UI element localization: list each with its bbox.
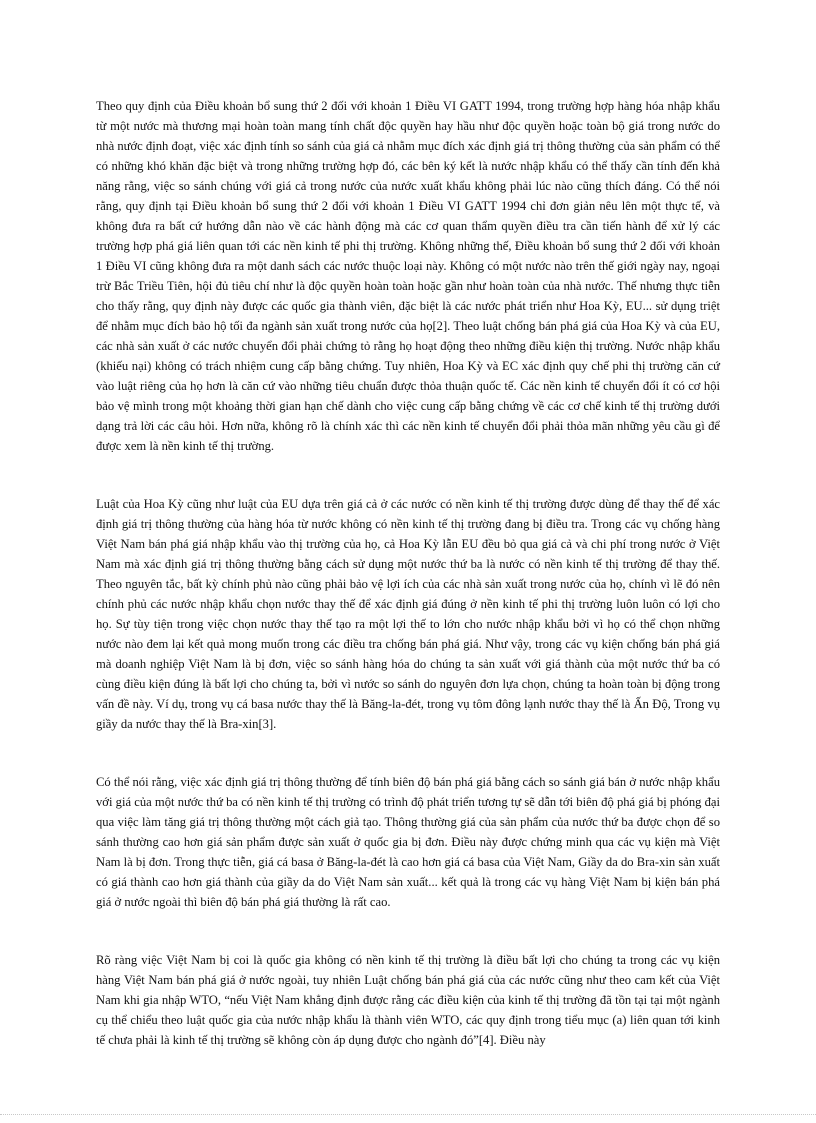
paragraph-vietnam-status: Rõ ràng việc Việt Nam bị coi là quốc gia không có nền kinh tế thị trường là điều bất lợi cho chúng ta trong các vụ kiện hàng Việt Nam bán phá giá ở nước ngoài, tuy nhiên Luật chống bán phá giá của các nước cũng như theo cam kết của Việt Nam khi gia nhập WTO, “nếu Việt Nam khẳng định được rằng các điều kiện của kinh tế thị trường đã tồn tại tại một ngành cụ thể chiểu theo luật quốc gia của nước nhập khẩu là thành viên WTO, các quy định trong tiểu mục (a) liên quan tới kinh tế chưa phải là kinh tế thị trường sẽ không còn áp dụng được cho ngành đó”[4]. Điều này xyxy=(96,953,720,1047)
document-body xyxy=(96,96,720,1050)
footer-divider xyxy=(0,1114,816,1115)
paragraph-normal-value: Có thể nói rằng, việc xác định giá trị thông thường để tính biên độ bán phá giá bằng cách so sánh giá bán ở nước nhập khẩu với giá của một nước thứ ba có nền kinh tế thị trường có trình độ phát triển tương tự sẽ dẫn tới biên độ phá giá bị phóng đại qua việc làm tăng giá trị thông thường một cách giả tạo. Thông thường giá của sản phẩm của nước thứ ba được chọn để so sánh thường cao hơn giá sản phẩm được sản xuất ở quốc gia bị đơn. Điều này được chứng minh qua các vụ kiện mà Việt Nam là bị đơn. Trong thực tiễn, giá cá basa ở Băng-la-đét là cao hơn giá cá basa của Việt Nam, Giầy da do Bra-xin sản xuất có giá thành cao hơn giá thành của giầy da do Việt Nam sản xuất... kết quả là trong các vụ hàng Việt Nam bị kiện bán phá giá ở nước ngoài thì biên độ bán phá giá thường là rất cao. xyxy=(96,775,720,909)
paragraph-gatt-rule: Theo quy định của Điều khoản bổ sung thứ 2 đối với khoản 1 Điều VI GATT 1994, trong trường hợp hàng hóa nhập khẩu từ một nước mà thương mại hoàn toàn mang tính chất độc quyền hay hầu như độc quyền hoặc toàn bộ giá trong nước do nhà nước định đoạt, việc xác định tính so sánh của giá cả nhằm mục đích xác định giá trị thông thường của sản phẩm có thể có những khó khăn đặc biệt và trong những trường hợp đó, các bên ký kết là nước nhập khẩu có thể thấy cần tính đến khả năng rằng, việc so sánh chúng với giá cả trong nước của nước xuất khẩu không phải lúc nào cũng thích đáng. Có thể nói rằng, quy định tại Điều khoản bổ sung thứ 2 đối với khoản 1 Điều VI GATT 1994 chỉ đơn giản nêu lên một thực tế, và không đưa ra bất cứ hướng dẫn nào về các hành động mà các cơ quan thẩm quyền điều tra cần tiến hành để xử lý các trường hợp phá giá liên quan tới các nền kinh tế phi thị trường. Không những thế, Điều khoản bổ sung thứ 2 đối với khoản 1 Điều VI cũng không đưa ra một danh sách các nước thuộc loại này. Không có một nước nào trên thế giới ngày nay, ngoại trừ Bắc Triều Tiên, hội đủ tiêu chí như là độc quyền hoàn toàn hoặc gần như hoàn toàn của nhà nước. Thế nhưng thực tiễn cho thấy rằng, quy định này được các quốc gia thành viên, đặc biệt là các nước phát triển như Hoa Kỳ, EU... sử dụng triệt để nhằm mục đích bảo hộ tối đa ngành sản xuất trong nước của họ[2]. Theo luật chống bán phá giá của Hoa Kỳ và của EU, các nhà sản xuất ở các nước chuyển đổi phải chứng tỏ rằng họ hoạt động theo những điều kiện thị trường. Nước nhập khẩu (khiếu nại) không có trách nhiệm cung cấp bằng chứng. Tuy nhiên, Hoa Kỳ và EC xác định quy chế phi thị trường căn cứ vào luật riêng của họ hơn là căn cứ vào những tiêu chuẩn được thỏa thuận quốc tế. Các nền kinh tế chuyển đổi ít có cơ hội bảo vệ mình trong một khoảng thời gian hạn chế dành cho việc cung cấp bằng chứng về các cơ chế kinh tế thị trường dưới dạng trả lời các câu hỏi. Hơn nữa, không rõ là chính xác thì các nền kinh tế chuyển đổi phải thỏa mãn những yêu cầu gì để được xem là nền kinh tế thị trường. xyxy=(96,99,720,453)
paragraph-us-eu-law: Luật của Hoa Kỳ cũng như luật của EU dựa trên giá cả ở các nước có nền kinh tế thị trường được dùng để thay thế để xác định giá trị thông thường của hàng hóa từ nước không có nền kinh tế thị trường đang bị điều tra. Trong các vụ chống hàng Việt Nam bán phá giá nhập khẩu vào thị trường của họ, cả Hoa Kỳ lẫn EU đều bỏ qua giá cả và chi phí trong nước ở Việt Nam mà xác định giá trị thông thường bằng cách sử dụng một nước thứ ba là nước có nền kinh tế thị trường để thay thế. Theo nguyên tắc, bất kỳ chính phủ nào cũng phải bảo vệ lợi ích của các nhà sản xuất trong nước của họ, chính vì lẽ đó nên chính phủ các nước nhập khẩu chọn nước thay thế để xác định giá đúng ở nền kinh tế phi thị trường luôn luôn có lợi cho họ. Sự tùy tiện trong việc chọn nước thay thế tạo ra một lợi thế to lớn cho nước nhập khẩu bởi vì họ có thể chọn những nước nào đem lại kết quả mong muốn trong các điều tra chống bán phá giá. Như vậy, trong các vụ kiện chống bán phá giá mà doanh nghiệp Việt Nam là bị đơn, việc so sánh hàng hóa do chúng ta sản xuất với giá thành của một nước thứ ba có cùng điều kiện đúng là bất lợi cho chúng ta, bởi vì nước so sánh do nguyên đơn lựa chọn, chúng ta hoàn toàn bị động trong vấn đề này. Ví dụ, trong vụ cá basa nước thay thế là Băng-la-đét, trong vụ tôm đông lạnh nước thay thế là Ấn Độ, Trong vụ giầy da nước thay thế là Bra-xin[3]. xyxy=(96,497,720,731)
